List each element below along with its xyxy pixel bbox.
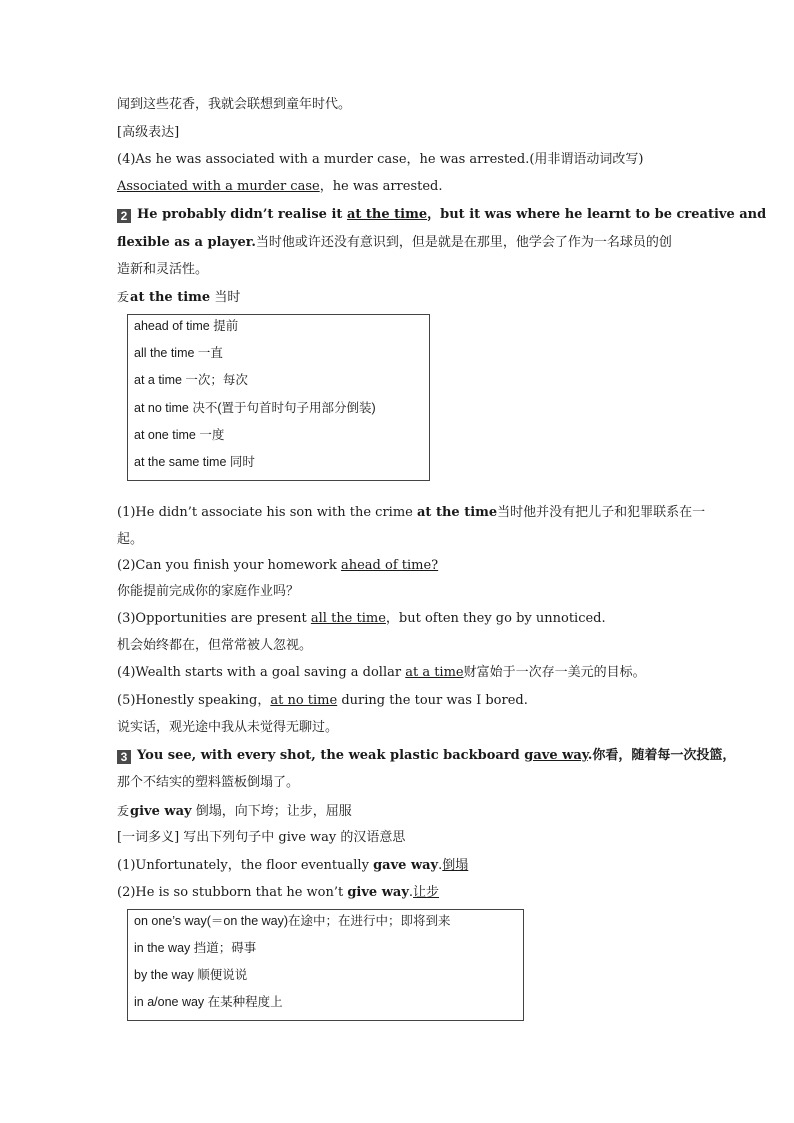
exercise-question: (1)Unfortunately，the floor eventually gave way.倒塌 — [117, 858, 469, 873]
bullet-mark-icon: 叐 — [117, 290, 130, 304]
phrase-entry: ahead of time 提前 — [134, 319, 239, 333]
phrase-entry: in the way 挡道；碍事 — [134, 941, 257, 955]
text-line: 闻到这些花香，我就会联想到童年时代。 — [117, 97, 352, 112]
example-sentence: (3)Opportunities are present all the time，but often they go by unnoticed. — [117, 611, 606, 626]
item-sentence-cont: 造新和灵活性。 — [117, 262, 209, 277]
example-sentence: (1)He didn’t associate his son with the crime at the time当时他并没有把儿子和犯罪联系在一 — [117, 505, 706, 520]
phrase-entry: at one time 一度 — [134, 428, 225, 442]
exercise-answer: Associated with a murder case，he was arrested. — [117, 179, 443, 194]
item-number-badge: 3 — [117, 750, 131, 764]
phrase-heading: 叐at the time 当时 — [117, 290, 241, 305]
phrase-entry: in a/one way 在某种程度上 — [134, 995, 283, 1009]
example-sentence: (5)Honestly speaking，at no time during the tour was I bored. — [117, 693, 528, 708]
example-translation: 机会始终都在，但常常被人忽视。 — [117, 638, 313, 653]
phrase-entry: at no time 决不(置于句首时句子用部分倒装) — [134, 401, 376, 415]
example-translation: 说实话，观光途中我从未觉得无聊过。 — [117, 720, 339, 735]
exercise-question: (2)He is so stubborn that he won’t give way.让步 — [117, 885, 440, 900]
item-sentence: 3 You see, with every shot, the weak plastic backboard gave way.你看，随着每一次投篮， — [117, 748, 735, 764]
example-sentence: (4)Wealth starts with a goal saving a dollar at a time财富始于一次存一美元的目标。 — [117, 665, 646, 680]
item-number-badge: 2 — [117, 209, 131, 223]
exercise-question: (4)As he was associated with a murder case，he was arrested.(用非谓语动词改写) — [117, 152, 644, 167]
phrase-entry: all the time 一直 — [134, 346, 223, 360]
example-sentence-cont: 起。 — [117, 532, 144, 547]
item-sentence: 2 He probably didn’t realise it at the time，but it was where he learnt to be creative and — [117, 207, 766, 223]
example-sentence: (2)Can you finish your homework ahead of time? — [117, 558, 439, 573]
phrase-entry: at the same time 同时 — [134, 455, 255, 469]
polysemy-instruction: [一词多义] 写出下列句子中 give way 的汉语意思 — [117, 830, 406, 845]
item-sentence-cont: 那个不结实的塑料篮板倒塌了。 — [117, 775, 300, 790]
phrase-entry: on one’s way(＝on the way)在途中；在进行中；即将到来 — [134, 914, 451, 928]
phrase-box — [127, 909, 524, 1021]
bullet-mark-icon: 叐 — [117, 804, 130, 818]
section-label: [高级表达] — [117, 125, 180, 140]
phrase-heading: 叐give way 倒塌，向下垮；让步，屈服 — [117, 804, 352, 819]
item-sentence-cont: flexible as a player.当时他或许还没有意识到，但是就是在那里，他学会了作为一名球员的创 — [117, 235, 672, 250]
phrase-entry: by the way 顺便说说 — [134, 968, 248, 982]
phrase-entry: at a time 一次；每次 — [134, 373, 248, 387]
example-translation: 你能提前完成你的家庭作业吗？ — [117, 584, 300, 599]
phrase-box — [127, 314, 430, 481]
